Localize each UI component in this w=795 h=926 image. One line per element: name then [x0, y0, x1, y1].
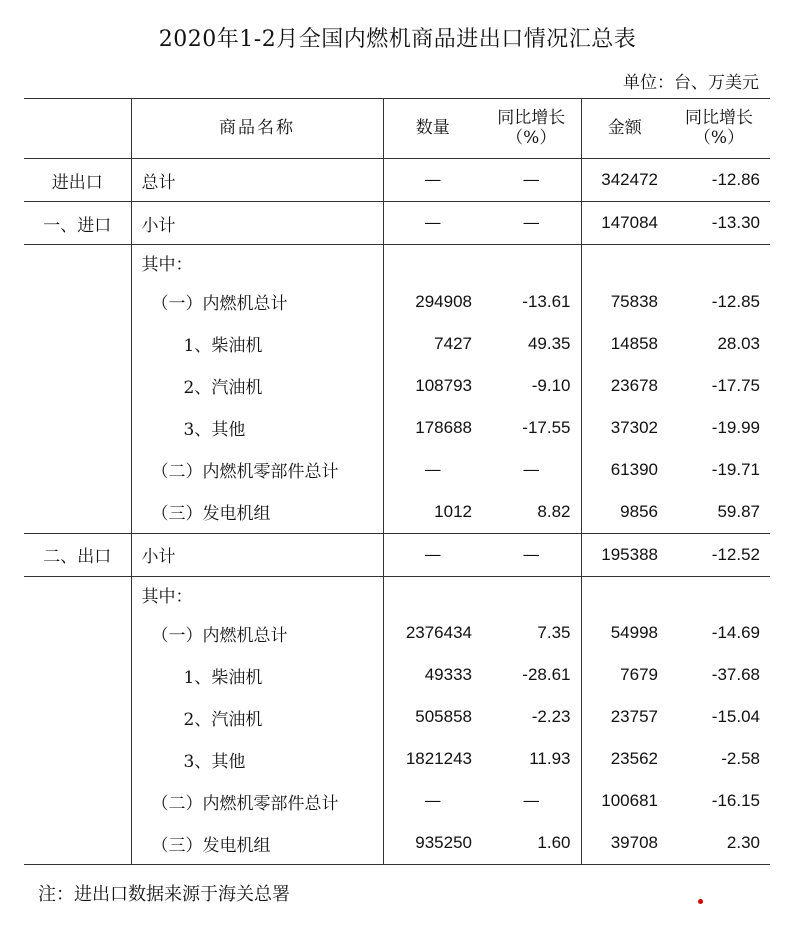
row-label: （二）内燃机零部件总计	[131, 449, 383, 491]
table-row	[24, 738, 770, 780]
row-qty-yoy: —	[522, 459, 540, 480]
row-amt-yoy: -19.99	[711, 417, 760, 437]
row-qty-yoy: -9.10	[531, 375, 571, 395]
row-amt-yoy: 2.30	[668, 822, 770, 865]
row-amount: 7679	[581, 654, 668, 696]
header-amt-yoy-line1: 同比增长	[685, 107, 753, 128]
total-qty-yoy: —	[482, 159, 581, 202]
section-total: 进出口	[24, 159, 131, 202]
export-among-label: 其中：	[131, 576, 383, 612]
table-row	[24, 822, 770, 865]
row-label: 1、柴油机	[131, 323, 383, 365]
export-among-row	[24, 576, 770, 612]
row-qty-yoy: 1.60	[482, 822, 581, 865]
import-subtotal-row	[24, 202, 770, 245]
row-amt-yoy: -15.04	[711, 707, 760, 726]
total-amount: 342472	[581, 159, 668, 202]
row-qty-yoy: -28.61	[522, 665, 571, 684]
row-amount: 39708	[581, 822, 668, 865]
row-amount: 23562	[581, 738, 668, 780]
section-export: 二、出口	[24, 533, 131, 576]
section-import: 一、进口	[24, 202, 131, 245]
row-qty-yoy: -2.23	[531, 707, 571, 726]
row-qty: 2376434	[383, 612, 482, 654]
page-title: 2020年1-2月全国内燃机商品进出口情况汇总表	[158, 27, 637, 52]
total-row	[24, 159, 770, 202]
export-subtotal-qty-yoy: —	[482, 533, 581, 576]
row-qty: 294908	[383, 281, 482, 323]
row-label: （二）内燃机零部件总计	[131, 780, 383, 822]
row-label: 2、汽油机	[131, 365, 383, 407]
header-name: 商品名称	[131, 99, 383, 159]
row-label: 2、汽油机	[131, 696, 383, 738]
table-row	[24, 365, 770, 407]
table-row	[24, 407, 770, 449]
row-qty: —	[383, 780, 482, 822]
row-qty: 1012	[383, 491, 482, 534]
header-qty-yoy-line2: （%）	[506, 127, 557, 148]
row-qty: 178688	[383, 407, 482, 449]
header-qty-yoy	[482, 99, 581, 159]
row-qty-yoy: -17.55	[522, 417, 571, 437]
row-amount: 14858	[581, 323, 668, 365]
export-subtotal-amount: 195388	[581, 533, 668, 576]
row-amount: 37302	[581, 407, 668, 449]
row-amt-yoy: -14.69	[711, 623, 760, 642]
summary-table	[24, 98, 770, 865]
row-qty: 935250	[383, 822, 482, 865]
table-row	[24, 696, 770, 738]
table-row	[24, 491, 770, 534]
header-qty-yoy-line1: 同比增长	[497, 107, 566, 128]
import-subtotal-amt-yoy: -13.30	[668, 202, 770, 245]
row-label: （三）发电机组	[131, 822, 383, 865]
row-amount: 9856	[581, 491, 668, 534]
row-qty-yoy: 8.82	[482, 491, 581, 534]
row-amt-yoy: 59.87	[668, 491, 770, 534]
row-amount: 54998	[581, 612, 668, 654]
header-amt-yoy	[668, 99, 770, 159]
header-amount: 金额	[581, 99, 668, 159]
table-row	[24, 281, 770, 323]
row-amount: 75838	[581, 281, 668, 323]
import-among-row	[24, 245, 770, 281]
export-subtotal-label: 小计	[131, 533, 383, 576]
total-label: 总计	[131, 159, 383, 202]
row-qty: —	[383, 449, 482, 491]
export-blank	[24, 576, 131, 865]
table-row	[24, 612, 770, 654]
import-subtotal-qty-yoy: —	[482, 202, 581, 245]
row-label: （三）发电机组	[131, 491, 383, 534]
row-qty: 7427	[383, 323, 482, 365]
row-amt-yoy: -16.15	[711, 791, 760, 810]
header-qty: 数量	[383, 99, 482, 159]
header-row	[24, 99, 770, 159]
row-qty: 108793	[383, 365, 482, 407]
row-label: 1、柴油机	[131, 654, 383, 696]
import-among-label: 其中：	[131, 245, 383, 281]
row-qty-yoy: —	[522, 791, 540, 811]
row-label: 3、其他	[131, 738, 383, 780]
row-qty-yoy: 11.93	[529, 749, 571, 768]
table-row	[24, 780, 770, 822]
row-qty: 1821243	[383, 738, 482, 780]
row-qty: 49333	[383, 654, 482, 696]
row-qty-yoy: -13.61	[522, 291, 571, 311]
unit-label: 单位：台、万美元	[623, 73, 759, 93]
row-amount: 100681	[581, 780, 668, 822]
table-row	[24, 654, 770, 696]
total-amt-yoy: -12.86	[668, 159, 770, 202]
row-amount: 23757	[581, 696, 668, 738]
row-amount: 61390	[581, 449, 668, 491]
import-subtotal-label: 小计	[131, 202, 383, 245]
row-qty: 505858	[383, 696, 482, 738]
table-row	[24, 323, 770, 365]
red-dot-mark	[698, 899, 703, 904]
import-blank	[24, 245, 131, 534]
row-amt-yoy: -17.75	[711, 375, 760, 395]
row-qty-yoy: 49.35	[527, 333, 571, 353]
total-qty: —	[383, 159, 482, 202]
export-subtotal-qty: —	[383, 533, 482, 576]
header-amt-yoy-line2: （%）	[693, 127, 745, 148]
row-amount: 23678	[581, 365, 668, 407]
row-label: （一）内燃机总计	[131, 281, 383, 323]
import-subtotal-amount: 147084	[581, 202, 668, 245]
export-subtotal-row	[24, 533, 770, 576]
table-row	[24, 449, 770, 491]
header-blank	[24, 99, 131, 159]
row-qty-yoy: 7.35	[537, 623, 571, 642]
row-amt-yoy: 28.03	[717, 333, 760, 353]
row-label: （一）内燃机总计	[131, 612, 383, 654]
row-amt-yoy: -2.58	[721, 749, 760, 768]
row-amt-yoy: -19.71	[711, 459, 760, 479]
export-subtotal-amt-yoy: -12.52	[668, 533, 770, 576]
row-label: 3、其他	[131, 407, 383, 449]
import-subtotal-qty: —	[383, 202, 482, 245]
row-amt-yoy: -12.85	[711, 291, 760, 311]
footnote: 注：进出口数据来源于海关总署	[38, 884, 290, 905]
row-amt-yoy: -37.68	[711, 665, 760, 684]
